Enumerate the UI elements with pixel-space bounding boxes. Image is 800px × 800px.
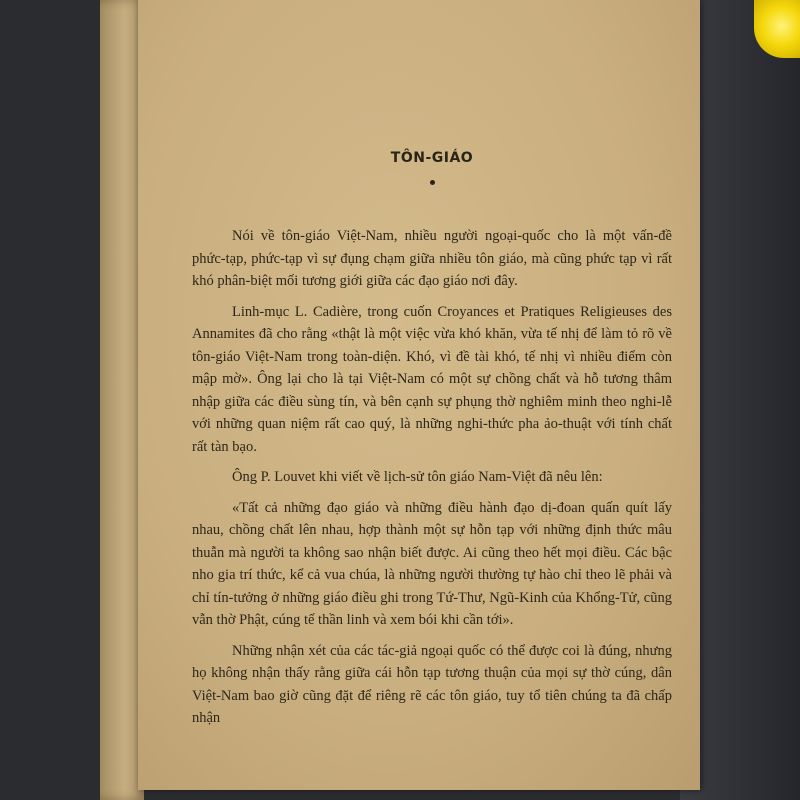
paragraph-1: Nói về tôn-giáo Việt-Nam, nhiều người ngoại-quốc cho là một vấn-đề phức-tạp, phức-tạp vì sự đụng chạm giữa nhiều tôn giáo, mà cũng phức tạp vì rất khó phân-biệt mối tương giới giữa các đạo giáo nơi đây. xyxy=(192,228,672,289)
book-page xyxy=(138,0,700,790)
paragraph-3: Ông P. Louvet khi viết về lịch-sử tôn giáo Nam-Việt đã nêu lên: xyxy=(232,469,603,485)
page-content xyxy=(192,150,672,730)
title-ornament-dot xyxy=(430,180,435,185)
paragraph-5: Những nhận xét của các tác-giả ngoại quốc có thể được coi là đúng, nhưng họ không nhận thấy rằng giữa cái hỗn tạp tương thuận của mọi sự thờ cúng, dân Việt-Nam bao giờ cũng đặt để riêng rẽ các tôn giáo, tuy tổ tiên chúng ta đã chấp nhận xyxy=(192,642,672,726)
chapter-title: TÔN-GIÁO xyxy=(390,150,474,166)
paragraph-4-quote: «Tất cả những đạo giáo và những điều hành đạo dị-đoan quấn quít lấy nhau, chồng chất lên nhau, hợp thành một sự hỗn tạp với những định thức mâu thuẫn mà người ta không sao nhận biết được. Ai cũng theo hết mọi điều. Các bậc nho gia trí thức, kể cả vua chúa, là những người thường tự hào chỉ theo lẽ phải và chỉ tín-tưởng ở những giáo điều ghi trong Tứ-Thư, Ngũ-Kinh của Khổng-Tử, cũng vẫn thờ Phật, cúng tế thần linh và xem bói khi cần tới». xyxy=(192,499,672,628)
paragraph-2: Linh-mục L. Cadière, trong cuốn Croyances et Pratiques Religieuses des Annamites đã cho rằng «thật là một việc vừa khó khăn, vừa tế nhị để làm tỏ rõ về tôn-giáo Việt-Nam trong toàn-diện. Khó, vì đề tài khó, tế nhị vì nhiều điểm còn mập mờ». Ông lại cho là tại Việt-Nam có một sự chồng chất và hỗ tương thâm nhập giữa các điều sùng tín, và bên cạnh sự phụng thờ nghiêm minh theo nghi-lễ với những quan niệm rất cao quý, là những nghi-thức pha ảo-thuật với tính chất rất tàn bạo. xyxy=(192,303,672,455)
